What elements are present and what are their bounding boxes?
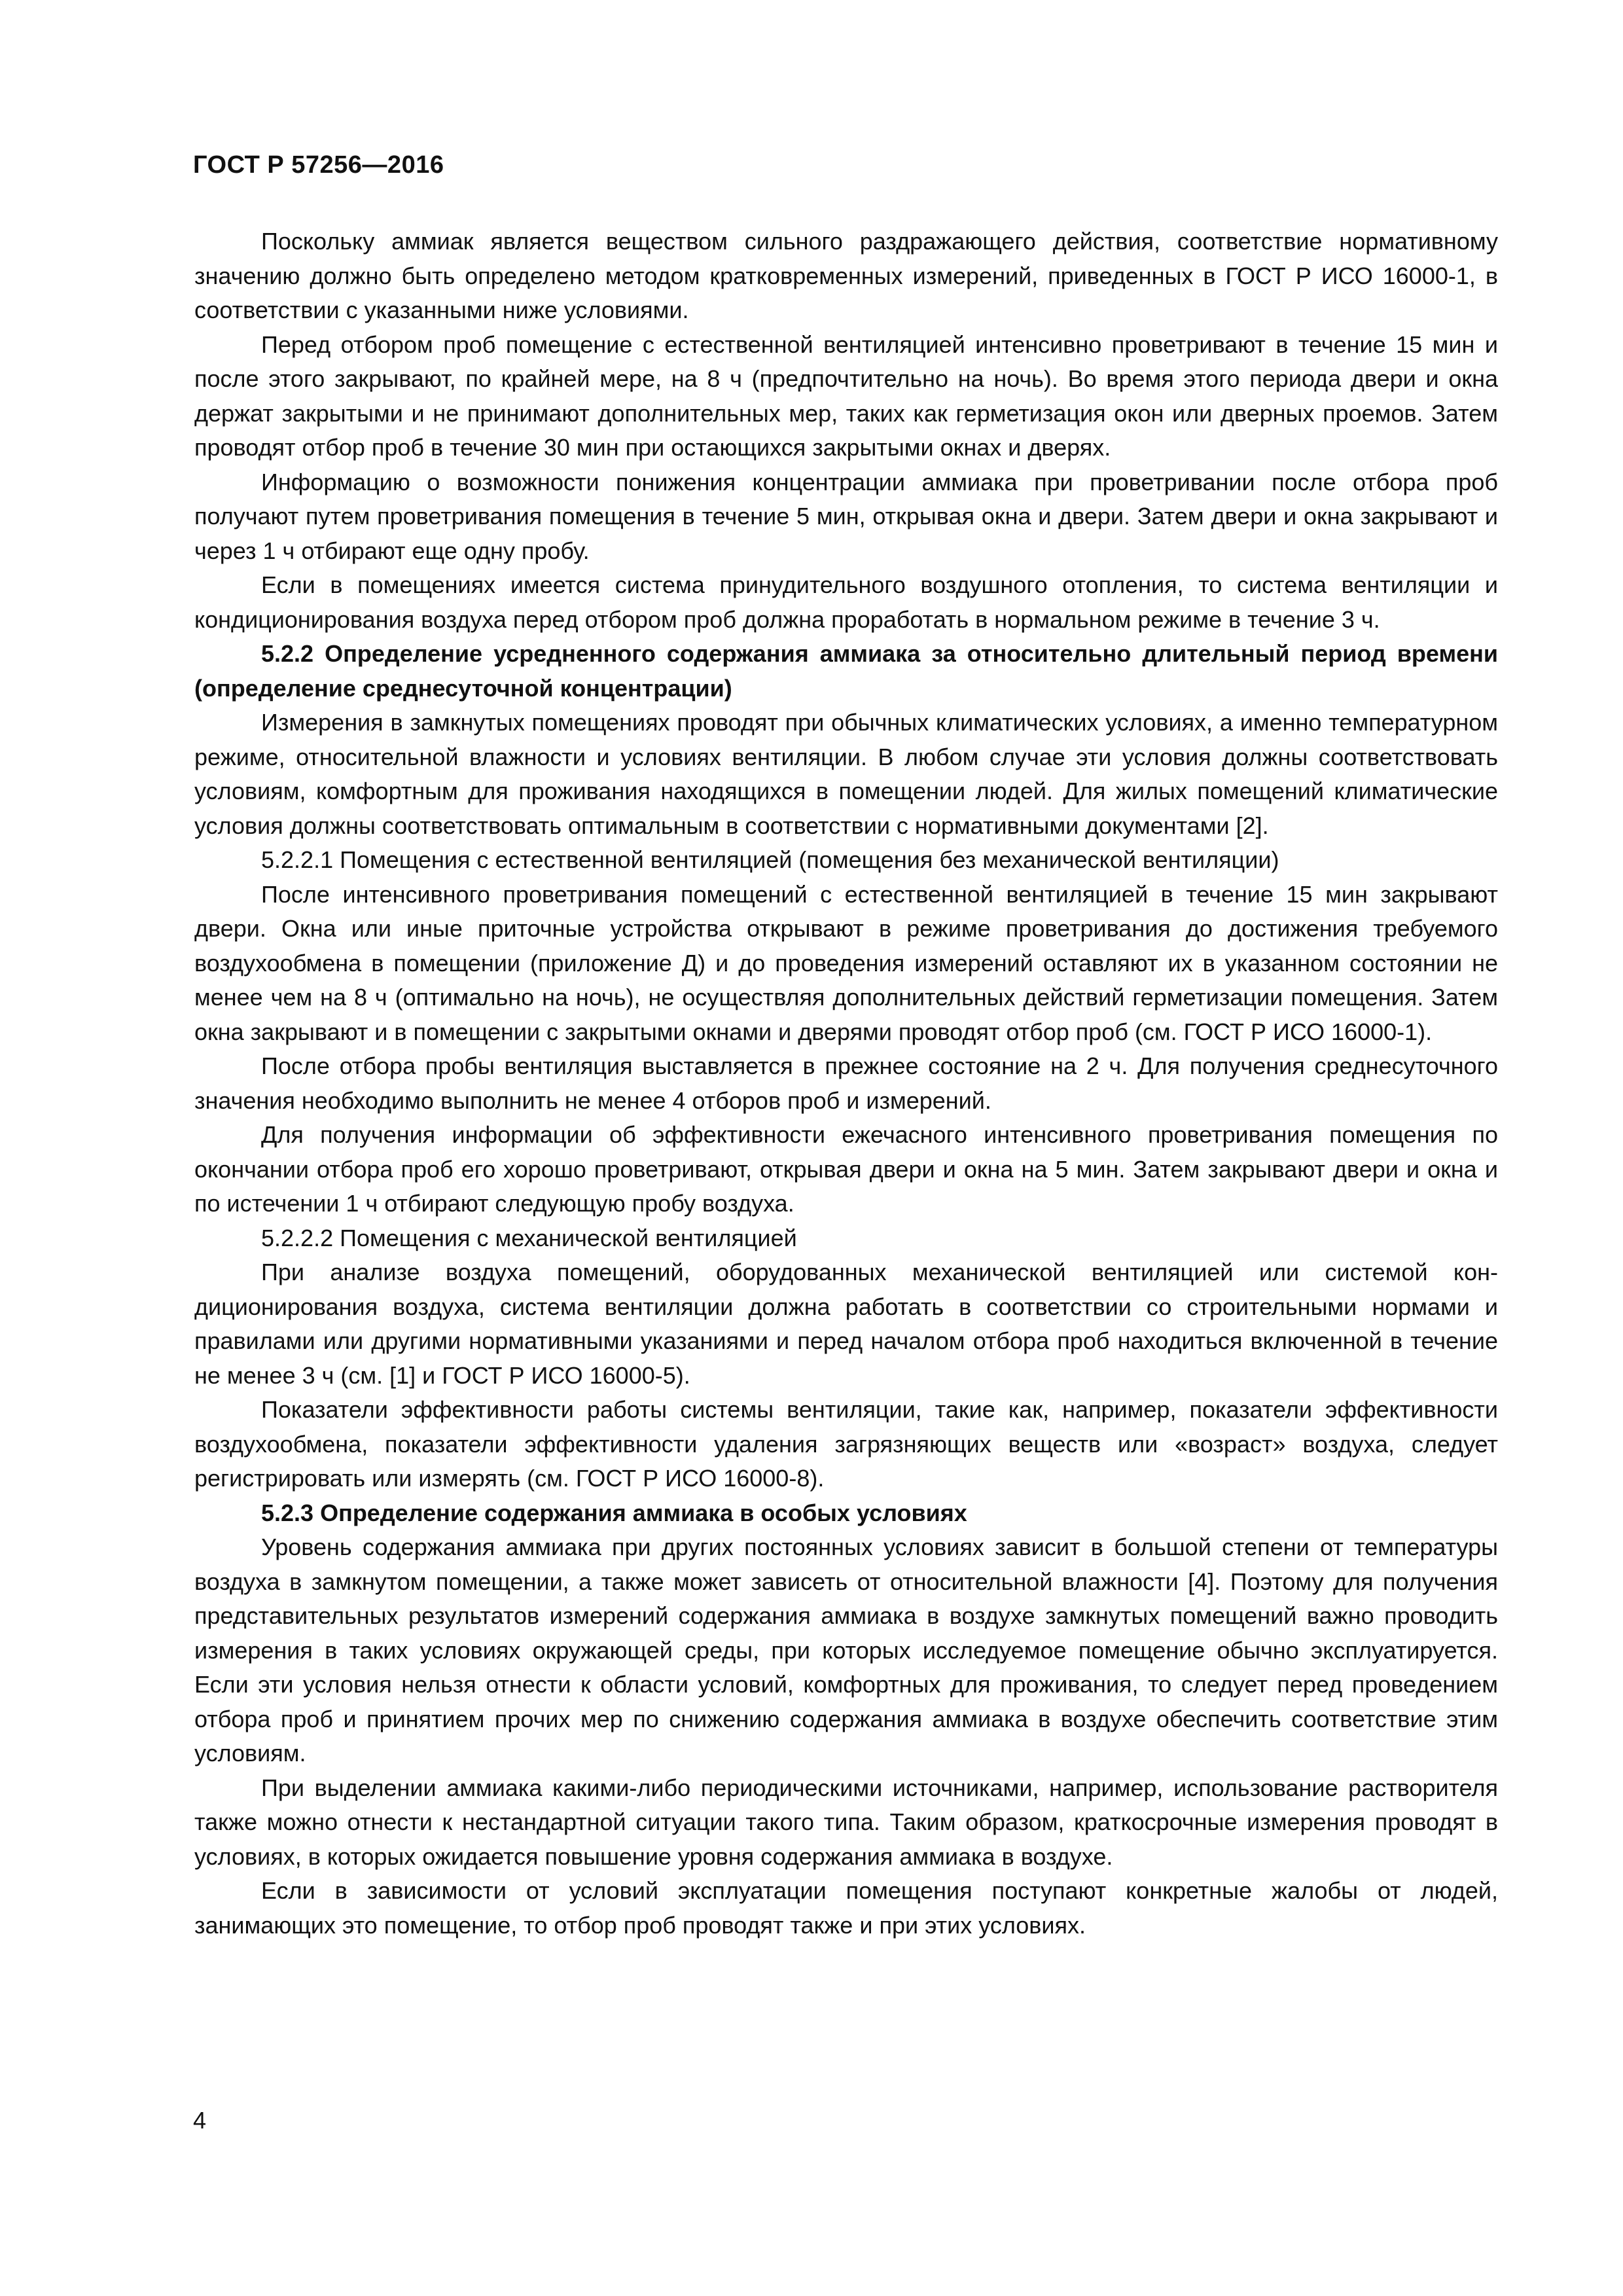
paragraph-natural-ventilation: После интенсивного проветривания помещений с естественной вентиляцией в течение 15 мин закрывают двери. Окна или иные приточные устройства открывают в режиме проветривания до достижения требуемого воздухообмена в помещении (приложение Д) и до проведения измерений оставляют их в указанном состоянии не менее чем на 8 ч (оптимально на ночь), не осуществляя дополнительных действий герметизации помещения. Затем окна закрывают и в помещении с закрытыми окнами и дверями проводят отбор проб (см. ГОСТ Р ИСО 16000-1). — [194, 880, 1498, 1045]
paragraph-sampling-preparation: Перед отбором проб помещение с естественной вентиляцией интенсивно проветривают в течение 15 мин и после этого закрывают, по крайней мере, на 8 ч (предпочтительно на ночь). Во время этого периода двери и окна держат закрытыми и не принимают дополнительных мер, таких как герметизация окон или дверных проемов. Затем проводят отбор проб в течение 30 мин при остающихся закрытыми окнах и дверях. — [194, 331, 1498, 461]
paragraph-hourly-airing: Для получения информации об эффективности ежечасного интенсивного проветривания помещения по окончании отбора проб его хорошо проветривают, открывая двери и окна на 5 мин. Затем закрывают двери и окна и по истечении 1 ч отбирают следующую пробу воздуха. — [194, 1121, 1498, 1217]
section-heading-5-2-2: 5.2.2 Определение усредненного содержания аммиака за относительно длительный период времени (определение среднесуточной концентрации) — [194, 640, 1498, 702]
section-heading-5-2-3: 5.2.3 Определение содержания аммиака в особых условиях — [261, 1499, 967, 1526]
page-number: 4 — [193, 2107, 207, 2134]
paragraph-forced-air-heating: Если в помещениях имеется система принудительного воздушного отопления, то система вентиляции и кондиционирования воздуха перед отбором проб должна проработать в нормальном режиме в течение 3 ч. — [194, 571, 1498, 633]
paragraph-complaints: Если в зависимости от условий эксплуатации помещения поступают конкретные жалобы от людей, занимающих это помещение, то отбор проб проводят также и при этих условиях. — [194, 1877, 1498, 1939]
paragraph-indoor-measurements: Измерения в замкнутых помещениях проводят при обычных климатических условиях, а именно температурном режиме, относительной влажности и условиях вентиляции. В любом случае эти условия должны соответствовать условиям, комфортным для проживания находящихся в помещении людей. Для жилых помещений климатические условия должны соответствовать оптимальным в соответствии с нормативными документами [2]. — [194, 709, 1498, 839]
paragraph-ventilation-indicators: Показатели эффективности работы системы вентиляции, такие как, например, показатели эффективности воздухообмена, показатели эффективности удаления загрязняющих веществ или «возраст» воздуха, следует регистрировать или измерять (см. ГОСТ Р ИСО 16000-8). — [194, 1396, 1498, 1492]
paragraph-ammonia-short-term: Поскольку аммиак является веществом сильного раздражающего действия, соответствие нормативному значению должно быть определено методом кратковременных измерений, приведенных в ГОСТ Р ИСО 16000-1, в соответствии с указанными ниже условиями. — [194, 228, 1498, 323]
paragraph-special-conditions: Уровень содержания аммиака при других постоянных условиях зависит в большой степени от температуры воздуха в замкнутом помещении, а также может зависеть от относительной влажности [4]. Поэтому для получения представительных результатов измерений содержания аммиака в воздухе замкнутых помещений важно проводить измерения в таких условиях окружающей среды, при которых исследуемое помещение обычно эксплуатируется. Если эти условия нельзя отнести к области условий, комфортных для проживания, то следует перед проведением отбора проб и принятием прочих мер по снижению содержания аммиака в воздухе обеспечить соответствие этим условиям. — [194, 1534, 1498, 1767]
paragraph-periodic-sources: При выделении аммиака какими-либо периодическими источниками, например, использование растворителя также можно отнести к нестандартной ситуации такого типа. Таким образом, краткосрочные измерения проводят в условиях, в которых ожидается повышение уровня содержания аммиака в воздухе. — [194, 1774, 1498, 1870]
document-header: ГОСТ Р 57256—2016 — [193, 151, 444, 179]
document-body — [194, 224, 1498, 1943]
paragraph-daily-average: После отбора пробы вентиляция выставляется в прежнее состояние на 2 ч. Для получения среднесуточного значения необходимо выполнить не менее 4 отборов проб и измерений. — [194, 1052, 1498, 1114]
subsection-heading-5-2-2-2: 5.2.2.2 Помещения с механической вентиляцией — [261, 1224, 797, 1251]
subsection-heading-5-2-2-1: 5.2.2.1 Помещения с естественной вентиляцией (помещения без механической вентиляции) — [261, 846, 1279, 873]
paragraph-mechanical-ventilation: При анализе воздуха помещений, оборудованных механической вентиляцией или системой кондиционирования воздуха, система вентиляции должна работать в соответствии со строительными нормами и правилами или другими нормативными указаниями и перед началом отбора проб находиться включенной в течение не менее 3 ч (см. [1] и ГОСТ Р ИСО 16000-5). — [194, 1259, 1498, 1389]
paragraph-ventilation-reduction: Информацию о возможности понижения концентрации аммиака при проветривании после отбора проб получают путем проветривания помещения в течение 5 мин, открывая окна и двери. Затем двери и окна закрывают и через 1 ч отбирают еще одну пробу. — [194, 468, 1498, 564]
